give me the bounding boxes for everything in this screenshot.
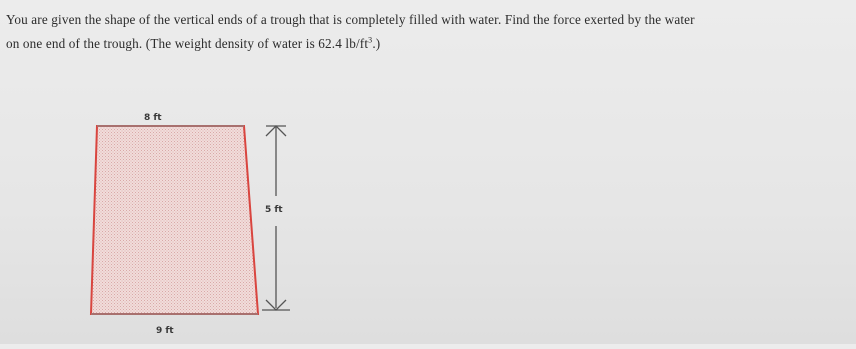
problem-line-2-text: on one end of the trough. (The weight density of water is 62.4 lb/ft — [6, 36, 369, 51]
bottom-width-label: 9 ft — [156, 326, 174, 336]
height-label: 5 ft — [265, 205, 283, 215]
problem-line-2-end: .) — [372, 36, 381, 51]
top-width-label: 8 ft — [144, 113, 162, 123]
exponent: 3 — [368, 35, 373, 45]
trough-shape — [91, 126, 258, 314]
problem-line-1: You are given the shape of the vertical ends of a trough that is completely filled with water. Find the force exerted by the water — [6, 12, 695, 27]
height-dimension — [262, 126, 290, 310]
